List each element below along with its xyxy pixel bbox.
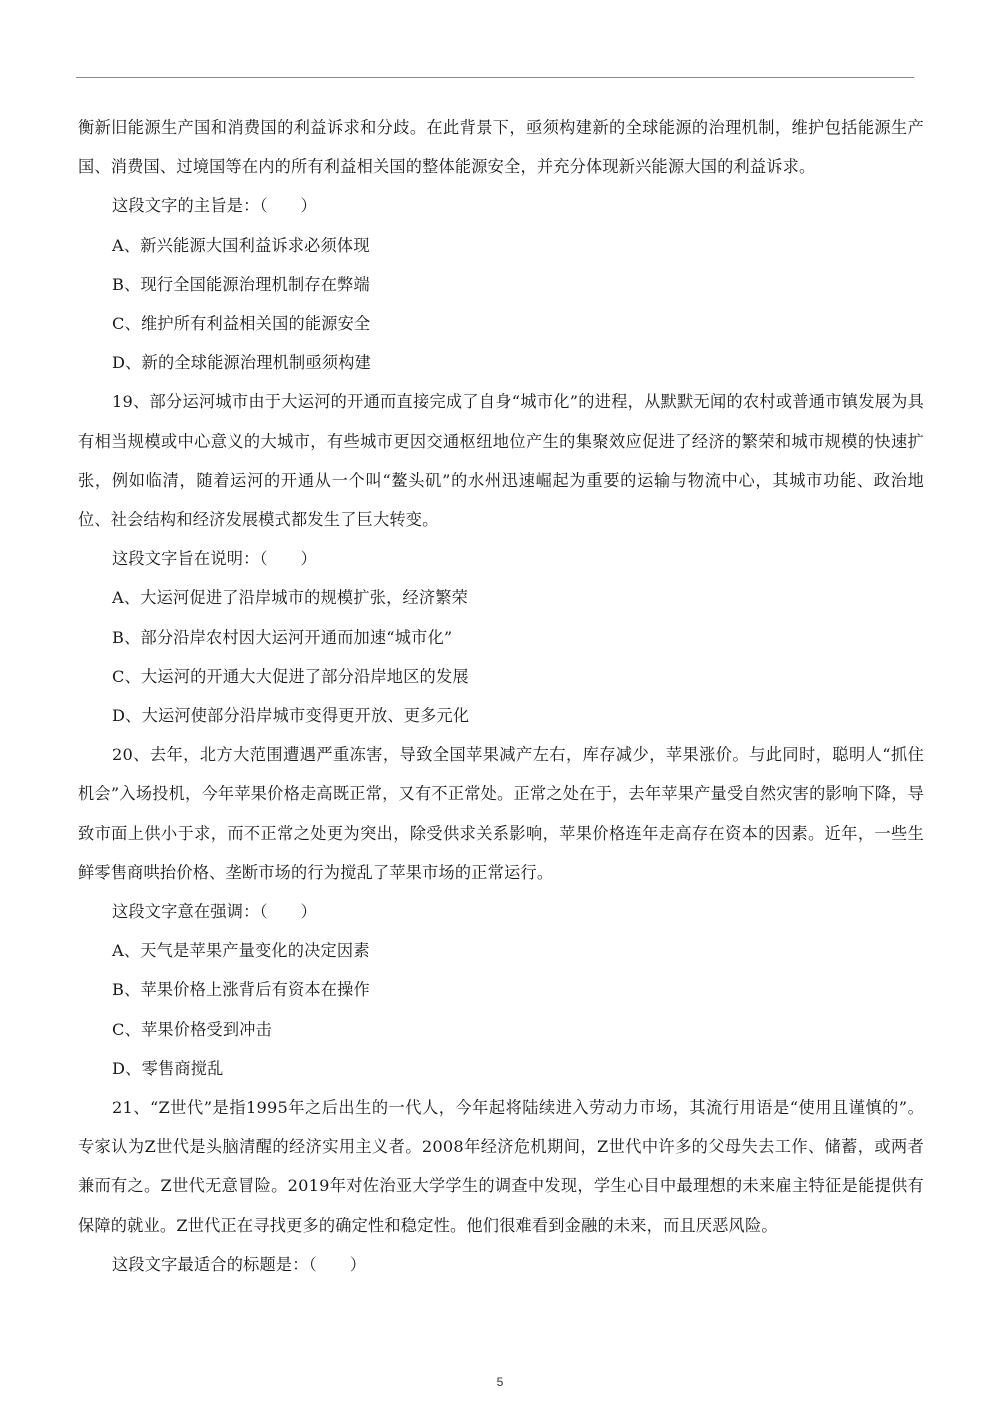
header-rule xyxy=(76,77,914,78)
page-number: 5 xyxy=(496,1375,504,1389)
continued-paragraph: 衡新旧能源生产国和消费国的利益诉求和分歧。在此背景下，亟须构建新的全球能源的治理机制，维护包括能源生产国、消费国、过境国等在内的所有利益相关国的整体能源安全，并充分体现新兴能源大国的利益诉求。 xyxy=(78,118,924,177)
q18-prompt: 这段文字的主旨是：（ ） xyxy=(112,196,317,216)
q21-prompt: 这段文字最适合的标题是：（ ） xyxy=(112,1254,367,1274)
q18-option-d: D、新的全球能源治理机制亟须构建 xyxy=(112,353,371,373)
q21-passage: 21、“Z世代”是指1995年之后出生的一代人，今年起将陆续进入劳动力市场，其流行用语是“使用且谨慎的”。专家认为Z世代是头脑清醒的经济实用主义者。2008年经济危机期间，Z世代中许多的父母失去工作、储蓄，或两者兼而有之。Z世代无意冒险。2019年对佐治亚大学学生的调查中发现，学生心目中最理想的未来雇主特征是能提供有保障的就业。Z世代正在寻找更多的确定性和稳定性。他们很难看到金融的未来，而且厌恶风险。 xyxy=(78,1098,924,1235)
q20-passage: 20、去年，北方大范围遭遇严重冻害，导致全国苹果减产左右，库存减少，苹果涨价。与此同时，聪明人“抓住机会”入场投机，今年苹果价格走高既正常，又有不正常处。正常之处在于，去年苹果产量受自然灾害的影响下降，导致市面上供小于求，而不正常之处更为突出，除受供求关系影响，苹果价格连年走高存在资本的因素。近年，一些生鲜零售商哄抬价格、垄断市场的行为搅乱了苹果市场的正常运行。 xyxy=(78,745,924,882)
q19-prompt: 这段文字旨在说明：（ ） xyxy=(112,549,317,569)
document-body xyxy=(78,108,924,1284)
q18-option-b: B、现行全国能源治理机制存在弊端 xyxy=(112,274,370,294)
q19-option-d: D、大运河使部分沿岸城市变得更开放、更多元化 xyxy=(112,706,470,726)
q19-option-a: A、大运河促进了沿岸城市的规模扩张，经济繁荣 xyxy=(112,588,469,608)
q19-option-c: C、大运河的开通大大促进了部分沿岸地区的发展 xyxy=(112,666,469,686)
q20-option-d: D、零售商搅乱 xyxy=(112,1058,224,1078)
q19-passage: 19、部分运河城市由于大运河的开通而直接完成了自身“城市化”的进程，从默默无闻的农村或普通市镇发展为具有相当规模或中心意义的大城市，有些城市更因交通枢纽地位产生的集聚效应促进了经济的繁荣和城市规模的快速扩张，例如临清，随着运河的开通从一个叫“鳌头矶”的水州迅速崛起为重要的运输与物流中心，其城市功能、政治地位、社会结构和经济发展模式都发生了巨大转变。 xyxy=(78,392,924,530)
q20-option-c: C、苹果价格受到冲击 xyxy=(112,1019,273,1039)
q18-option-a: A、新兴能源大国利益诉求必须体现 xyxy=(112,235,370,255)
q20-option-b: B、苹果价格上涨背后有资本在操作 xyxy=(112,980,370,1000)
q18-option-c: C、维护所有利益相关国的能源安全 xyxy=(112,314,371,334)
q19-option-b: B、部分沿岸农村因大运河开通而加速“城市化” xyxy=(112,627,453,647)
q20-option-a: A、天气是苹果产量变化的决定因素 xyxy=(112,941,370,961)
q20-prompt: 这段文字意在强调：（ ） xyxy=(112,902,317,922)
